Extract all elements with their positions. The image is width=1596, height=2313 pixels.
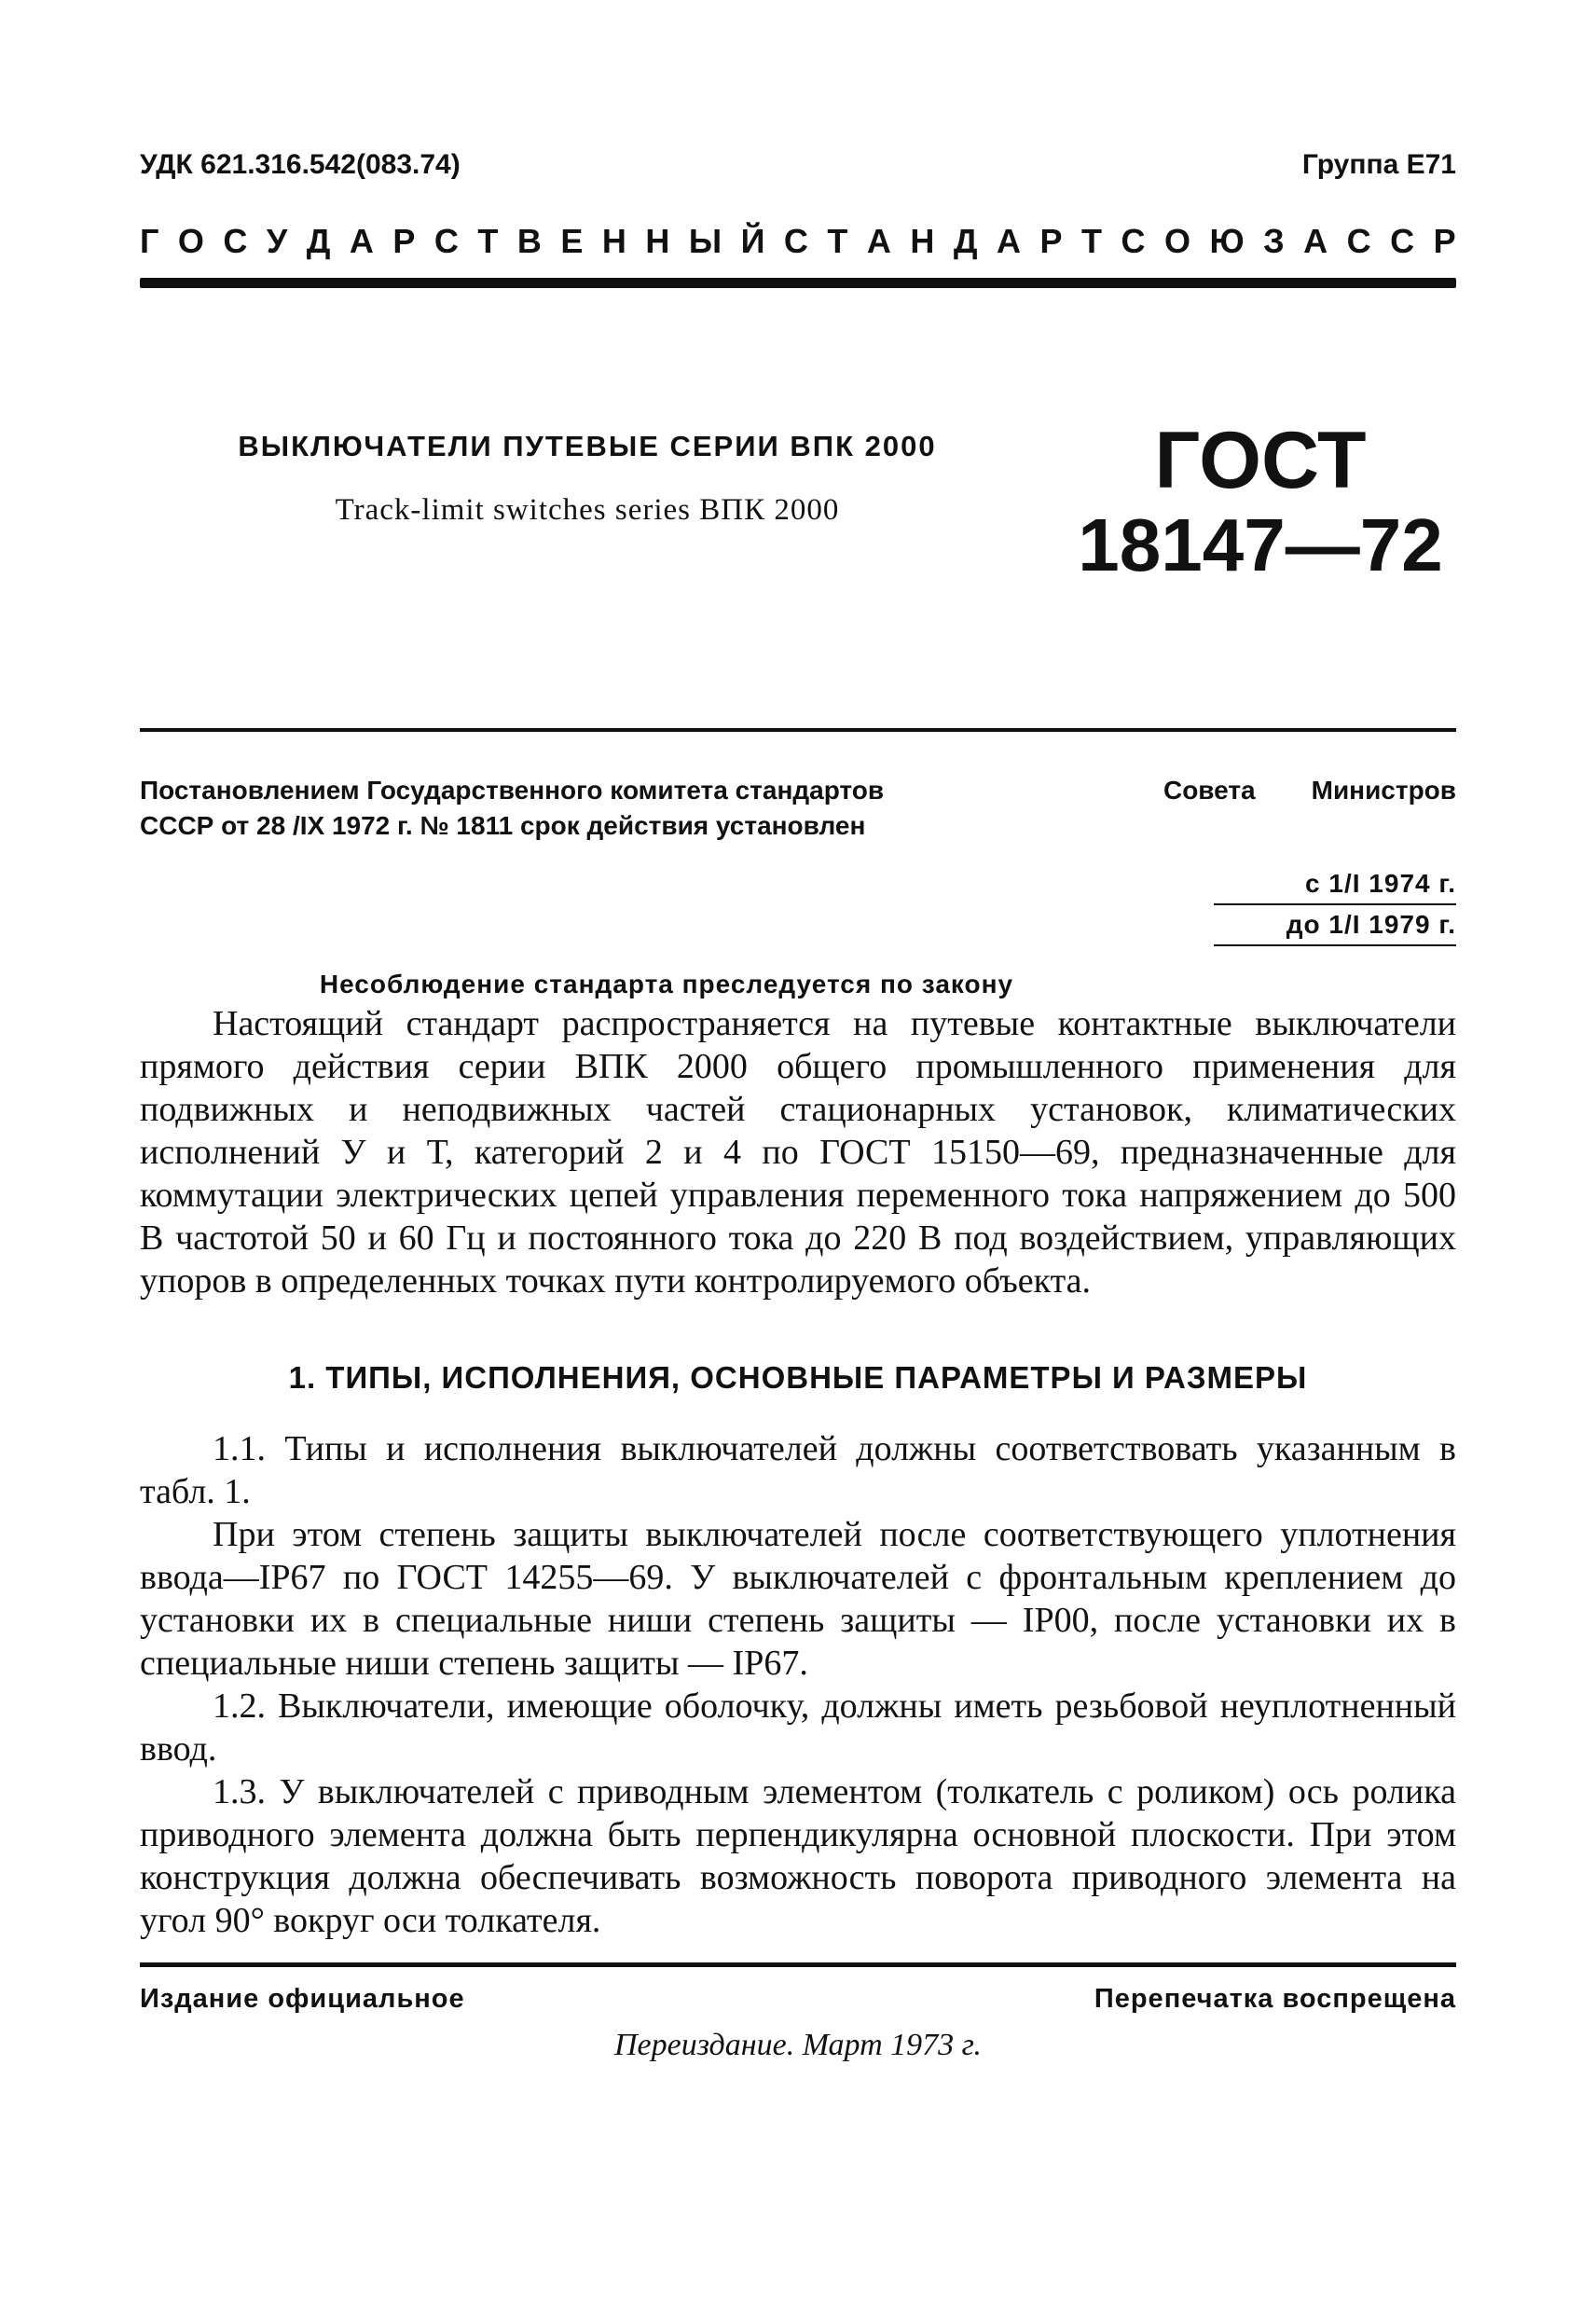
paragraph-protection: При этом степень защиты выключателей после соответствующего уплотнения ввода—IP67 по ГОСТ 14255—69. У выключателей с фронтальным креплением до установки их в специальные ниши степень защиты — IP00, после установки их в специальные ниши степень защиты — IP67. — [140, 1515, 1456, 1683]
state-title-letter: С — [223, 222, 248, 260]
state-standard-title — [140, 222, 1456, 261]
state-title-letter: А — [997, 222, 1021, 260]
date-from: с 1/I 1974 г. — [1214, 864, 1456, 905]
reissue-note: Переиздание. Март 1973 г. — [614, 2028, 982, 2062]
state-title-letter: Ы — [688, 222, 722, 260]
state-title-letter: А — [866, 222, 891, 260]
decree-line-1 — [140, 773, 1456, 808]
state-title-letter: О — [177, 222, 204, 260]
gost-designation — [1065, 416, 1456, 588]
state-title-letter: У — [266, 222, 288, 260]
footer-line — [140, 1984, 1456, 2015]
state-title-letter: С — [783, 222, 808, 260]
document-page — [140, 149, 1456, 2063]
state-title-letter: Р — [1039, 222, 1063, 260]
decree-line-1-left: Постановлением Государственного комитета стандартов — [140, 776, 885, 805]
header-line — [140, 149, 1456, 181]
state-title-letter: Н — [910, 222, 935, 260]
state-title-letter: Т — [477, 222, 499, 260]
state-title-letter: Н — [601, 222, 626, 260]
legal-notice: Несоблюдение стандарта преследуется по закону — [319, 970, 1014, 998]
state-title-letter: Т — [1080, 222, 1102, 260]
title-left — [140, 419, 1035, 588]
title-rule — [140, 728, 1456, 732]
state-title-letter: Р — [1433, 222, 1456, 260]
udk-code: УДК 621.316.542(083.74) — [140, 149, 461, 180]
state-title-letter: Д — [306, 222, 331, 260]
title-english: Track-limit switches series ВПК 2000 — [335, 493, 840, 527]
state-title-letter: Р — [392, 222, 416, 260]
state-title-letter: З — [1263, 222, 1285, 260]
gost-number: 18147—72 — [1078, 503, 1443, 586]
state-title-letter: Д — [953, 222, 978, 260]
state-title-letter: С — [1121, 222, 1146, 260]
paragraph-1-1: 1.1. Типы и исполнения выключателей должны соответствовать указанным в табл. 1. — [140, 1429, 1456, 1511]
state-title-letter: Н — [645, 222, 670, 260]
title-russian: ВЫКЛЮЧАТЕЛИ ПУТЕВЫЕ СЕРИИ ВПК 2000 — [238, 430, 937, 462]
decree-word-sovet: Совета — [1163, 776, 1256, 805]
state-title-letter: С — [1346, 222, 1371, 260]
paragraph-1-3: 1.3. У выключателей с приводным элементом (толкатель с роликом) ось ролика приводного элемента должна быть перпендикулярна основной плоскости. При этом конструкция должна обеспечивать возможность поворота приводного элемента на угол 90° вокруг оси толкателя. — [140, 1772, 1456, 1940]
decree-word-ministrov: Министров — [1311, 776, 1456, 805]
decree-line-2: СССР от 28 /IX 1972 г. № 1811 срок действия установлен — [140, 811, 866, 840]
intro-paragraph: Настоящий стандарт распространяется на путевые контактные выключатели прямого действия серии ВПК 2000 общего промышленного применения для подвижных и неподвижных частей стационарных установок, климатических исполнений У и Т, категорий 2 и 4 по ГОСТ 15150—69, предназначенные для коммутации электрических цепей управления переменного тока напряжением до 500 В частотой 50 и 60 Гц и постоянного тока до 220 В под воздействием, управляющих упоров в определенных точках пути контролируемого объекта. — [140, 1004, 1456, 1301]
gost-label: ГОСТ — [1154, 416, 1367, 505]
state-title-letter: О — [1163, 222, 1190, 260]
section-heading: 1. ТИПЫ, ИСПОЛНЕНИЯ, ОСНОВНЫЕ ПАРАМЕТРЫ И РАЗМЕРЫ — [288, 1360, 1308, 1395]
decree-line-1-right — [1163, 773, 1456, 808]
state-title-letter: А — [1303, 222, 1328, 260]
state-title-letter: Ю — [1209, 222, 1245, 260]
state-title-letter: В — [516, 222, 542, 260]
footer-rule — [140, 1962, 1456, 1967]
state-title-letter: Е — [560, 222, 584, 260]
group-code: Группа Е71 — [1301, 149, 1456, 180]
state-title-letter: Т — [827, 222, 848, 260]
footer-reprint-prohibited: Перепечатка воспрещена — [1094, 1984, 1456, 2014]
state-title-letter: С — [433, 222, 459, 260]
paragraph-1-2: 1.2. Выключатели, имеющие оболочку, должны иметь резьбовой неуплотненный ввод. — [140, 1687, 1456, 1769]
state-title-letter: С — [1390, 222, 1415, 260]
date-to: до 1/I 1979 г. — [1214, 905, 1456, 946]
state-title-letter: А — [349, 222, 374, 260]
decree-block — [140, 773, 1456, 1002]
validity-dates — [1214, 864, 1456, 946]
state-title-letter: Г — [140, 222, 159, 260]
title-block — [140, 416, 1456, 588]
state-title-letter: Й — [740, 222, 765, 260]
footer-official-edition: Издание официальное — [140, 1984, 465, 2014]
header-rule — [140, 278, 1456, 288]
